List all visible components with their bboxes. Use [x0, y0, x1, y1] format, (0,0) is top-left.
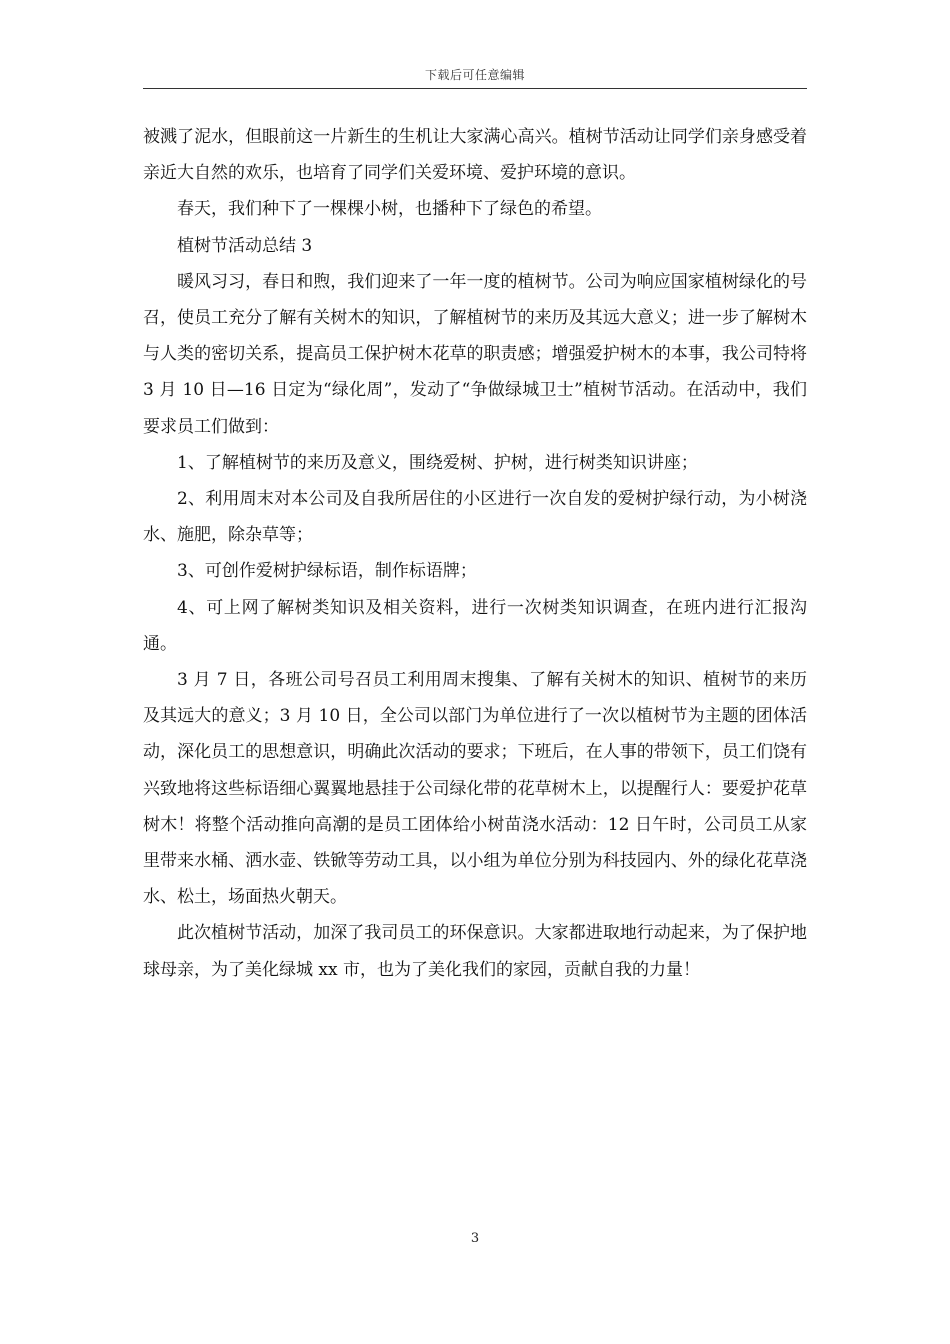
list-item: 3、可创作爱树护绿标语，制作标语牌； — [177, 561, 477, 582]
paragraph: 春天，我们种下了一棵棵小树，也播种下了绿色的希望。 — [177, 199, 602, 220]
section-heading: 植树节活动总结 3 — [177, 235, 313, 256]
list-item: 2、利用周末对本公司及自我所居住的小区进行一次自发的爱树护绿行动，为小树浇水、施肥，除杂草等； — [143, 489, 807, 546]
page-header: 下载后可任意编辑 — [424, 68, 525, 82]
paragraph: 暖风习习，春日和煦，我们迎来了一年一度的植树节。公司为响应国家植树绿化的号召，使员工充分了解有关树木的知识，了解植树节的来历及其远大意义；进一步了解树木与人类的密切关系，提高员工保护树木花草的职责感；增强爱护树木的本事，我公司特将 3 月 10 日—16 日定为“绿化周”，发动了“争做绿城卫士”植树节活动。在活动中，我们要求员工们做到： — [143, 271, 807, 437]
paragraph-continued: 被溅了泥水，但眼前这一片新生的生机让大家满心高兴。植树节活动让同学们亲身感受着亲近大自然的欢乐，也培育了同学们关爱环境、爱护环境的意识。 — [143, 127, 807, 184]
list-item: 4、可上网了解树类知识及相关资料，进行一次树类知识调查，在班内进行汇报沟通。 — [143, 597, 807, 654]
page-number: 3 — [470, 1231, 480, 1246]
list-item: 1、了解植树节的来历及意义，围绕爱树、护树，进行树类知识讲座； — [177, 452, 698, 473]
header-divider — [143, 88, 807, 89]
document-body — [143, 119, 807, 988]
paragraph: 3 月 7 日，各班公司号召员工利用周末搜集、了解有关树木的知识、植树节的来历及其远大的意义；3 月 10 日，全公司以部门为单位进行了一次以植树节为主题的团体活动，深化员工的思想意识，明确此次活动的要求；下班后，在人事的带领下，员工们饶有兴致地将这些标语细心翼翼地悬挂于公司绿化带的花草树木上，以提醒行人：要爱护花草树木！将整个活动推向高潮的是员工团体给小树苗浇水活动：12 日午时，公司员工从家里带来水桶、洒水壶、铁锨等劳动工具，以小组为单位分别为科技园内、外的绿化花草浇水、松土，场面热火朝天。 — [143, 670, 807, 908]
paragraph: 此次植树节活动，加深了我司员工的环保意识。大家都进取地行动起来，为了保护地球母亲，为了美化绿城 xx 市，也为了美化我们的家园，贡献自我的力量！ — [143, 923, 807, 980]
